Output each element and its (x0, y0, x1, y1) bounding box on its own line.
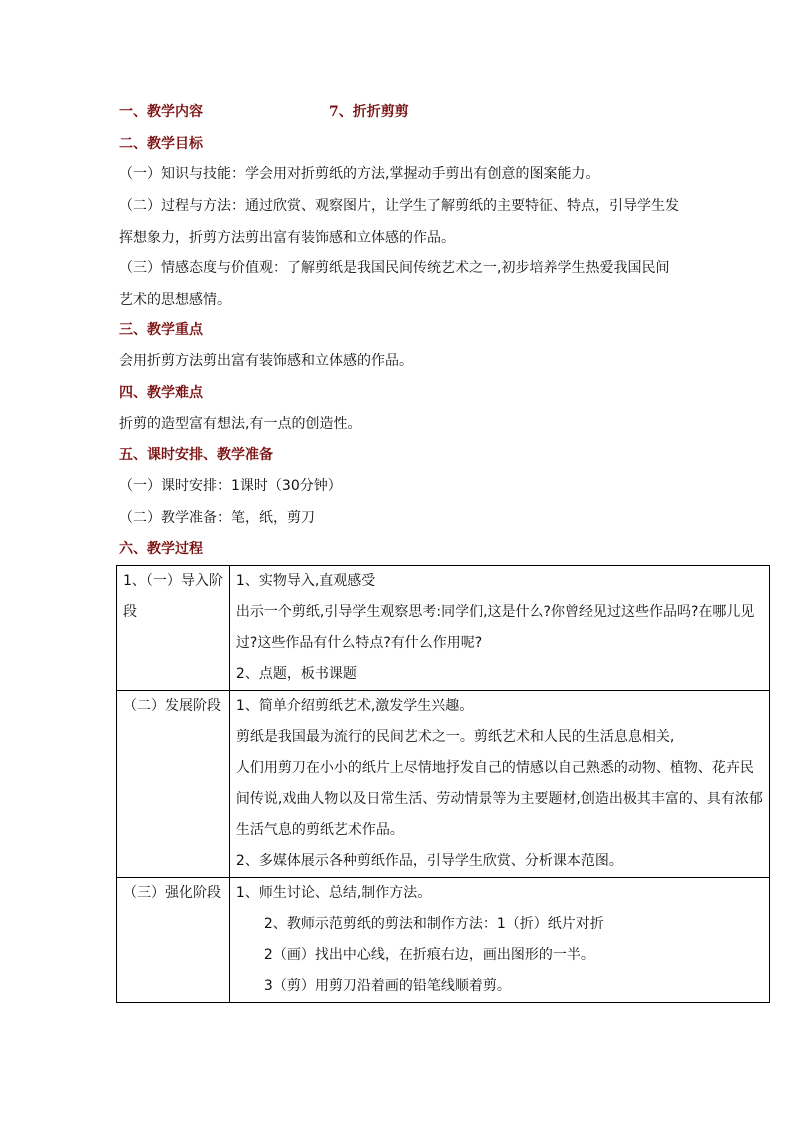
stage-label: 1、（一）导入阶 (123, 573, 223, 589)
objective-line-3: 挥想象力，折剪方法剪出富有装饰感和立体感的作品。 (119, 230, 455, 246)
stage-cell (117, 691, 230, 878)
content-line: 剪纸是我国最为流行的民间艺术之一。剪纸艺术和人民的生活息息相关, (235, 729, 675, 745)
teaching-process-table (116, 565, 770, 1003)
content-line: 3（剪）用剪刀沿着画的铅笔线顺着剪。 (263, 978, 511, 994)
content-line: 过?这些作品有什么特点?有什么作用呢? (235, 635, 483, 651)
section-heading-content (119, 102, 203, 122)
table-row (117, 691, 770, 878)
lesson-title: 7、折折剪剪 (329, 104, 409, 120)
objective-line-2: （二）过程与方法：通过欣赏、观察图片，让学生了解剪纸的主要特征、特点，引导学生发 (119, 198, 679, 214)
materials-line: （二）教学准备：笔，纸，剪刀 (119, 510, 315, 526)
stage-cell (117, 878, 230, 1003)
section-2-heading: 二、教学目标 (119, 136, 203, 152)
stage-label: （三）强化阶段 (123, 885, 221, 901)
section-5-heading: 五、课时安排、教学准备 (119, 447, 273, 463)
key-point-line: 会用折剪方法剪出富有装饰感和立体感的作品。 (119, 353, 413, 369)
section-3-heading: 三、教学重点 (119, 322, 203, 338)
content-cell (229, 878, 769, 1003)
stage-label: 段 (123, 604, 137, 620)
content-line: 1、师生讨论、总结,制作方法。 (235, 885, 432, 901)
section-6-heading: 六、教学过程 (119, 541, 203, 557)
stage-label: （二）发展阶段 (123, 698, 221, 714)
content-line: 2（画）找出中心线，在折痕右边，画出图形的一半。 (263, 947, 595, 963)
objective-line-1: （一）知识与技能：学会用对折剪纸的方法,掌握动手剪出有创意的图案能力。 (119, 166, 600, 182)
schedule-line: （一）课时安排：1课时（30分钟） (119, 478, 342, 494)
content-line: 间传说,戏曲人物以及日常生活、劳动情景等为主要题材,创造出极其丰富的、具有浓郁 (235, 791, 763, 807)
content-cell (229, 566, 769, 691)
stage-cell (117, 566, 230, 691)
content-line: 出示一个剪纸,引导学生观察思考:同学们,这是什么?你曾经见过这些作品吗?在哪儿见 (235, 604, 755, 620)
content-line: 2、点题，板书课题 (235, 666, 357, 682)
section-4-heading: 四、教学难点 (119, 385, 203, 401)
objective-line-4: （三）情感态度与价值观：了解剪纸是我国民间传统艺术之一,初步培养学生热爱我国民间 (119, 260, 670, 276)
table-row (117, 566, 770, 691)
table-row (117, 878, 770, 1003)
objective-line-5: 艺术的思想感情。 (119, 292, 231, 308)
content-line: 生活气息的剪纸艺术作品。 (235, 822, 404, 838)
content-line: 1、简单介绍剪纸艺术,激发学生兴趣。 (235, 698, 474, 714)
section-1-heading: 一、教学内容 (119, 104, 203, 120)
content-cell (229, 691, 769, 878)
difficulty-line: 折剪的造型富有想法,有一点的创造性。 (119, 416, 362, 432)
content-line: 1、实物导入,直观感受 (235, 573, 376, 589)
content-line: 2、多媒体展示各种剪纸作品，引导学生欣赏、分析课本范图。 (235, 853, 623, 869)
content-line: 人们用剪刀在小小的纸片上尽情地抒发自己的情感以自己熟悉的动物、植物、花卉民 (235, 760, 754, 776)
content-line: 2、教师示范剪纸的剪法和制作方法：1（折）纸片对折 (263, 916, 604, 932)
